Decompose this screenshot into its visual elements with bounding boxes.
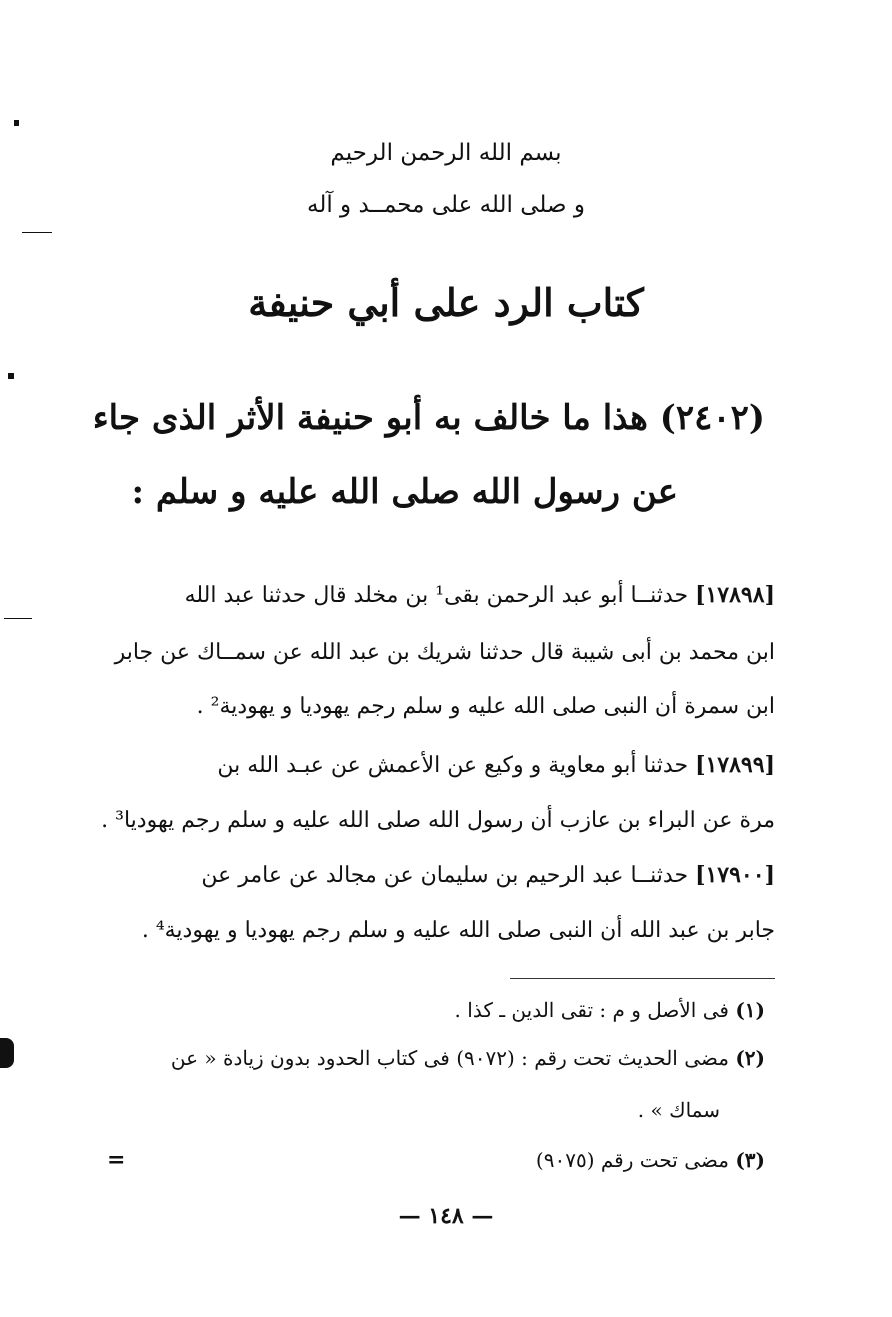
hadith-text: حدثنا أبو معاوية و وكيع عن الأعمش عن عبـد الله بن xyxy=(217,753,689,778)
scan-speck xyxy=(8,373,14,379)
chapter-heading-line-1: (٢٤٠٢) هذا ما خالف به أبو حنيفة الأثر الذى جاء xyxy=(92,398,765,438)
hadith-text: حدثنــا أبو عبد الرحمن بقى¹ بن مخلد قال حدثنا عبد الله xyxy=(184,583,689,608)
footnote-number: (١) xyxy=(735,998,765,1022)
hadith-1-line-1 xyxy=(105,582,775,608)
hadith-1-line-3: ابن سمرة أن النبى صلى الله عليه و سلم رجم يهوديا و يهودية² . xyxy=(196,694,775,719)
chapter-heading-line-2: عن رسول الله صلى الله عليه و سلم : xyxy=(131,472,678,512)
footnote-text: مضى تحت رقم (٩٠٧٥) xyxy=(535,1148,729,1172)
continuation-mark: = xyxy=(107,1147,126,1173)
footnote-divider xyxy=(510,978,775,979)
scan-blot xyxy=(0,1038,14,1068)
hadith-number: [١٧٨٩٨] xyxy=(695,582,775,608)
footnote-3 xyxy=(105,1148,765,1172)
hadith-number: [١٧٨٩٩] xyxy=(695,752,775,778)
basmala: بسم الله الرحمن الرحيم xyxy=(330,140,562,166)
page-number: — ١٤٨ — xyxy=(398,1203,494,1229)
hadith-3-line-1 xyxy=(105,862,775,888)
salawat-line: و صلى الله على محمــد و آله xyxy=(307,192,585,218)
hadith-1-line-2: ابن محمد بن أبى شيبة قال حدثنا شريك بن عبد الله عن سمــاك عن جابر xyxy=(114,640,775,665)
hadith-3-line-2: جابر بن عبد الله أن النبى صلى الله عليه و سلم رجم يهوديا و يهودية⁴ . xyxy=(141,918,775,943)
scan-speck xyxy=(22,232,52,233)
book-title: كتاب الرد على أبي حنيفة xyxy=(248,280,644,325)
hadith-text: حدثنــا عبد الرحيم بن سليمان عن مجالد عن عامر عن xyxy=(201,863,689,888)
hadith-2-line-2: مرة عن البراء بن عازب أن رسول الله صلى الله عليه و سلم رجم يهوديا³ . xyxy=(101,808,775,833)
scan-speck xyxy=(4,618,32,619)
footnote-text: مضى الحديث تحت رقم : (٩٠٧٢) فى كتاب الحدود بدون زيادة « عن xyxy=(170,1046,729,1070)
footnote-number: (٢) xyxy=(735,1046,765,1070)
scan-speck xyxy=(14,120,19,126)
hadith-2-line-1 xyxy=(105,752,775,778)
footnote-number: (٣) xyxy=(735,1148,765,1172)
footnote-2 xyxy=(105,1046,765,1070)
footnote-1 xyxy=(105,998,765,1022)
hadith-number: [١٧٩٠٠] xyxy=(695,862,775,888)
footnote-text: فى الأصل و م : تقى الدين ـ كذا . xyxy=(454,998,729,1022)
footnote-2-continuation: سماك » . xyxy=(637,1098,720,1122)
